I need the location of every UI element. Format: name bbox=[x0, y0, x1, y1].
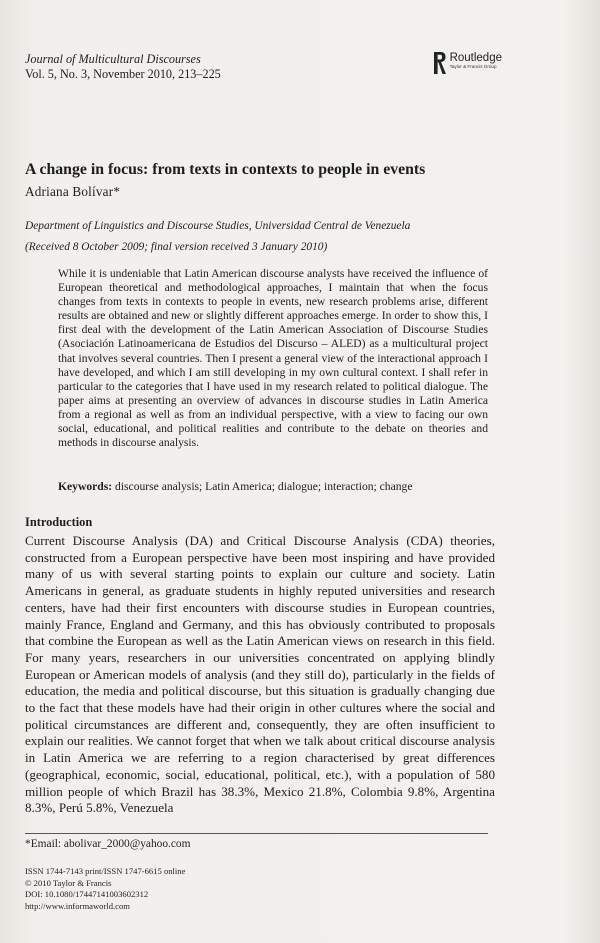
footnote-divider bbox=[25, 833, 488, 834]
journal-title: Journal of Multicultural Discourses bbox=[25, 52, 201, 66]
doi: DOI: 10.1080/17447141003602312 bbox=[25, 889, 149, 900]
journal-header bbox=[25, 52, 221, 82]
keywords-label: Keywords: bbox=[58, 480, 113, 493]
received-dates: (Received 8 October 2009; final version received 3 January 2010) bbox=[25, 241, 328, 253]
keywords-list: discourse analysis; Latin America; dialogue; interaction; change bbox=[115, 480, 413, 493]
issn: ISSN 1744-7143 print/ISSN 1747-6615 online bbox=[25, 866, 186, 876]
website-url: http://www.informaworld.com bbox=[25, 900, 130, 911]
publisher-subtitle: Taylor & Francis Group bbox=[449, 64, 497, 69]
routledge-r-icon bbox=[434, 52, 446, 74]
footnote-email: *Email: abolivar_2000@yahoo.com bbox=[25, 838, 191, 850]
publisher-name: Routledge bbox=[449, 52, 502, 64]
publication-meta bbox=[25, 866, 185, 912]
volume-info: Vol. 5, No. 3, November 2010, 213–225 bbox=[25, 67, 221, 81]
article-title: A change in focus: from texts in contexts to people in events bbox=[25, 161, 426, 178]
author-affiliation: Department of Linguistics and Discourse Studies, Universidad Central de Venezuela bbox=[25, 220, 411, 232]
keywords bbox=[58, 480, 413, 493]
body-paragraph: Current Discourse Analysis (DA) and Critical Discourse Analysis (CDA) theories, constructed from a European perspective have been most inspiring and have provided many of us with several starting points to explain our culture and society. Latin Americans in general, as graduate students in highly reputed universities and research centers, have had their first encounters with discourse studies in European countries, mainly France, England and Germany, and this has obviously contributed to proposals that combine the European as well as the Latin American views on research in this field. For many years, researchers in our universities concentrated on applying blindly European or American models of analysis (and they still do), particularly in the fields of education, the media and political discourse, but this situation is gradually changing due to the fact that these models have had their origin in other cultures where the social and political circumstances are different and, consequently, they are often insufficient to explain our realities. We cannot forget that when we talk about critical discourse analysis in Latin America we are referring to a region characterised by great differences (geographical, economic, social, educational, political, etc.), with a population of 580 million people of which Brazil has 38.3%, Mexico 21.8%, Colombia 9.8%, Argentina 8.3%, Perú 5.8%, Venezuela bbox=[25, 533, 495, 816]
publisher-logo bbox=[434, 52, 502, 74]
copyright: © 2010 Taylor & Francis bbox=[25, 877, 112, 888]
abstract: While it is undeniable that Latin American discourse analysts have received the influence of European theoretical and methodological approaches, I maintain that when the focus changes from texts in contexts to people in events, new research problems arise, different results are obtained and new or slightly different approaches emerge. In order to show this, I first deal with the development of the Latin American Association of Discourse Studies (Asociación Latinoamericana de Estudios del Discurso – ALED) as a multicultural project that involves several countries. Then I present a general view of the interactional approach I have developed, and which I am still developing in my own cultural context. I shall refer in particular to the categories that I have used in my research related to political dialogue. The paper aims at presenting an overview of advances in discourse studies in Latin America from a regional as well as from an individual perspective, with a view to facing our own social, educational, and political realities and contribute to the debate on theories and methods in discourse analysis. bbox=[58, 267, 488, 450]
author-name: Adriana Bolívar* bbox=[25, 184, 121, 199]
section-heading: Introduction bbox=[25, 515, 93, 529]
